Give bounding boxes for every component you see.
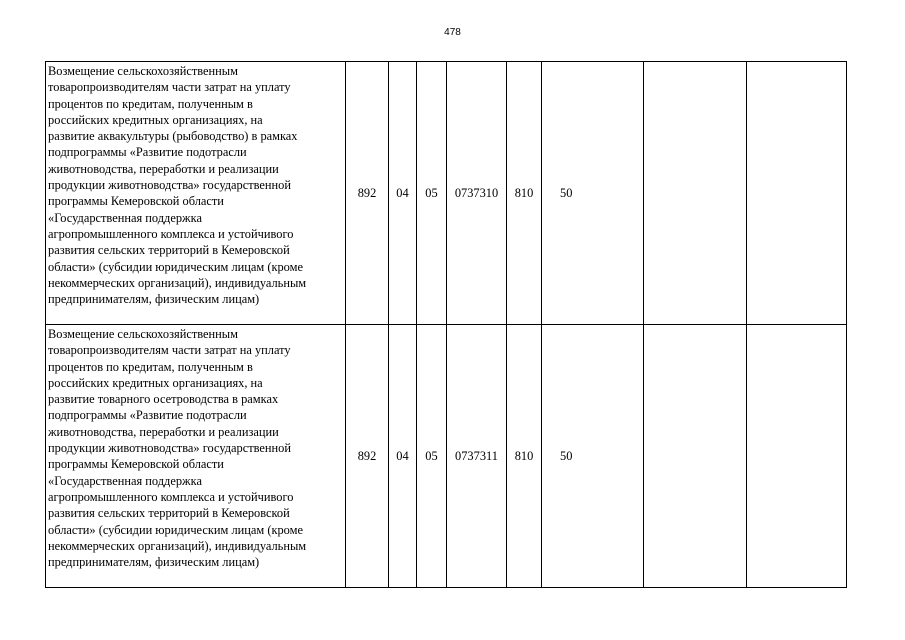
expense-type-code: 810 [507,62,542,325]
target-item-code: 0737311 [447,325,507,588]
section-code: 04 [389,325,417,588]
table-row [46,325,847,588]
budget-table [45,61,847,588]
amount-cell: 50 [542,325,644,588]
expense-type-code: 810 [507,325,542,588]
ministry-code: 892 [346,325,389,588]
empty-cell [644,325,747,588]
empty-cell [747,325,847,588]
row-description: Возмещение сельскохозяйственным товаропроизводителям части затрат на уплату процентов по кредитам, полученным в российских кредитных организациях, на развитие товарного осетроводства в рамках подпрограммы «Развитие подотрасли животноводства, переработки и реализации продукции животноводства» государственной программы Кемеровской области «Государственная поддержка агропромышленного комплекса и устойчивого развития сельских территорий в Кемеровской области» (субсидии юридическим лицам (кроме некоммерческих организаций), индивидуальным предпринимателям, физическим лицам) [46,325,346,588]
empty-cell [644,62,747,325]
table-row [46,62,847,325]
amount-cell: 50 [542,62,644,325]
subsection-code: 05 [417,62,447,325]
row-description: Возмещение сельскохозяйственным товаропроизводителям части затрат на уплату процентов по кредитам, полученным в российских кредитных организациях, на развитие аквакультуры (рыбоводство) в рамках подпрограммы «Развитие подотрасли животноводства, переработки и реализации продукции животноводства» государственной программы Кемеровской области «Государственная поддержка агропромышленного комплекса и устойчивого развития сельских территорий в Кемеровской области» (субсидии юридическим лицам (кроме некоммерческих организаций), индивидуальным предпринимателям, физическим лицам) [46,62,346,325]
empty-cell [747,62,847,325]
page-number: 478 [444,27,461,38]
section-code: 04 [389,62,417,325]
ministry-code: 892 [346,62,389,325]
subsection-code: 05 [417,325,447,588]
target-item-code: 0737310 [447,62,507,325]
